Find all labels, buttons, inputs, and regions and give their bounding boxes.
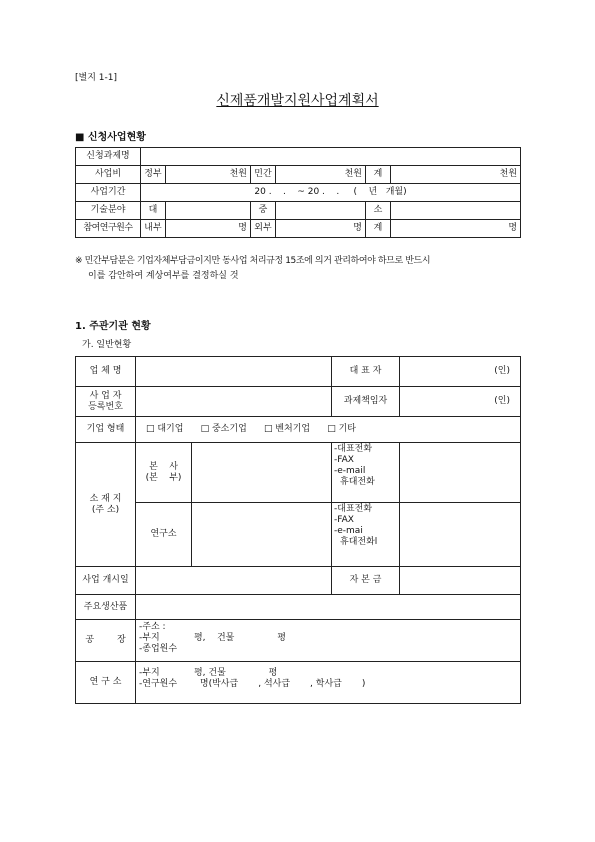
tech-small-field[interactable]: [391, 202, 521, 220]
host-table: [75, 356, 521, 704]
biz-no-label: [76, 387, 136, 417]
location-label-line1: 소 재 지: [89, 493, 122, 504]
location-label: [76, 443, 136, 567]
company-type-large[interactable]: □ 대기업: [146, 424, 184, 434]
task-manager-label: 과제책임자: [332, 387, 400, 417]
lab-email-label: -e-mai: [334, 526, 363, 536]
private-unit: 천원: [344, 169, 362, 179]
tech-mid-label: 중: [251, 202, 276, 220]
period-label: 사업기간: [76, 184, 141, 202]
hq-contacts-labels: [332, 443, 400, 503]
gov-unit: 천원: [229, 169, 247, 179]
lab-fax-label: -FAX: [334, 515, 354, 525]
company-type-options: [136, 417, 521, 443]
factory-employees-line: -종업원수: [139, 644, 178, 654]
applicant-table: [75, 147, 521, 238]
factory-address-line: -주소 :: [139, 622, 166, 632]
internal-unit: 명: [238, 223, 247, 233]
lab-contacts-field[interactable]: [400, 503, 521, 567]
company-name-label: 업 체 명: [76, 357, 136, 387]
task-name-label: 신청과제명: [76, 148, 141, 166]
lab-phone-label: -대표전화: [334, 504, 373, 514]
budget-note-line2: 이를 감안하여 계상여부를 결정하실 것: [88, 271, 239, 281]
hq-email-label: -e-mail: [334, 466, 366, 476]
private-amount-field[interactable]: [276, 166, 366, 184]
gov-amount-field[interactable]: [166, 166, 251, 184]
hq-label: [136, 443, 192, 503]
company-type-venture[interactable]: □ 벤처기업: [263, 424, 311, 434]
hq-label-line1: 본 사: [149, 461, 178, 472]
start-date-label: 사업 개시일: [76, 567, 136, 595]
company-type-label: 기업 형태: [76, 417, 136, 443]
main-product-field[interactable]: [136, 595, 521, 620]
hq-contacts-field[interactable]: [400, 443, 521, 503]
company-type-sme[interactable]: □ 중소기업: [200, 424, 247, 434]
section-applicant-heading: ■ 신청사업현황: [75, 132, 146, 143]
task-name-field[interactable]: [141, 148, 521, 166]
annex-label: [별지 1-1]: [75, 73, 117, 83]
tech-large-label: 대: [141, 202, 166, 220]
research-staff-line: -연구원수 명(박사급 , 석사급 , 학사급 ): [139, 679, 366, 689]
external-unit: 명: [353, 223, 362, 233]
internal-count-field[interactable]: [166, 220, 251, 238]
company-type-other[interactable]: □ 기타: [327, 424, 357, 434]
location-label-line2: (주 소): [91, 504, 120, 515]
factory-field[interactable]: [136, 620, 521, 662]
period-field[interactable]: 20 . . ~ 20 . . ( 년 개월): [141, 184, 521, 202]
biz-no-label-line2: 등록번호: [88, 401, 123, 412]
research-field[interactable]: [136, 662, 521, 704]
lab-contacts-labels: [332, 503, 400, 567]
tech-label: 기술분야: [76, 202, 141, 220]
lab-label: 연구소: [136, 503, 192, 567]
start-date-field[interactable]: [136, 567, 332, 595]
budget-label: 사업비: [76, 166, 141, 184]
capital-field[interactable]: [400, 567, 521, 595]
external-label: 외부: [251, 220, 276, 238]
hq-phone-label: -대표전화: [334, 444, 373, 454]
private-label: 민간: [251, 166, 276, 184]
biz-no-label-line1: 사 업 자: [89, 390, 122, 401]
tech-mid-field[interactable]: [276, 202, 366, 220]
lab-mobile-label: 휴대전화l: [340, 537, 378, 547]
biz-no-field[interactable]: [136, 387, 332, 417]
total-unit: 천원: [499, 169, 518, 179]
section-host-subheading: 가. 일반현황: [82, 340, 132, 350]
ceo-seal: (인): [494, 366, 510, 376]
res-total-field[interactable]: [391, 220, 521, 238]
total-label: 계: [366, 166, 391, 184]
ceo-label: 대 표 자: [332, 357, 400, 387]
ceo-field[interactable]: [400, 357, 521, 387]
research-label: 연 구 소: [76, 662, 136, 704]
external-count-field[interactable]: [276, 220, 366, 238]
hq-mobile-label: 휴대전화: [340, 477, 375, 487]
factory-label: 공 장: [76, 620, 136, 662]
hq-fax-label: -FAX: [334, 455, 354, 465]
task-manager-field[interactable]: [400, 387, 521, 417]
researchers-label: 참여연구원수: [76, 220, 141, 238]
tech-small-label: 소: [366, 202, 391, 220]
factory-site-line: -부지 평, 건물 평: [139, 633, 286, 643]
main-product-label: 주요생산품: [76, 595, 136, 620]
company-name-field[interactable]: [136, 357, 332, 387]
budget-note-line1: ※ 민간부담분은 기업자체부담금이지만 동사업 처리규정 15조에 의거 관리하여야 하므로 반드시: [75, 256, 431, 266]
internal-label: 내부: [141, 220, 166, 238]
document-title: 신제품개발지원사업계획서: [216, 93, 379, 109]
hq-label-line2: (본 부): [145, 472, 182, 483]
lab-address-field[interactable]: [192, 503, 332, 567]
gov-label: 정부: [141, 166, 166, 184]
total-amount-field[interactable]: [391, 166, 521, 184]
res-total-unit: 명: [508, 223, 518, 233]
section-host-heading: 1. 주관기관 현황: [75, 321, 151, 332]
hq-address-field[interactable]: [192, 443, 332, 503]
capital-label: 자 본 금: [332, 567, 400, 595]
task-manager-seal: (인): [494, 396, 510, 406]
research-site-line: -부지 평, 건물 평: [139, 668, 278, 678]
res-total-label: 계: [366, 220, 391, 238]
tech-large-field[interactable]: [166, 202, 251, 220]
